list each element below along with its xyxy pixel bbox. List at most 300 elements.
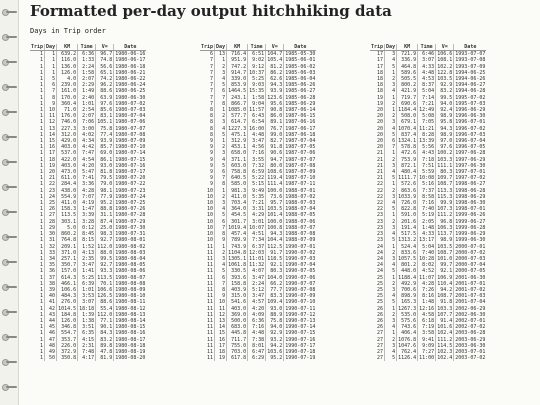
table-cell: 1:48 <box>418 299 436 305</box>
table-cell: 243.1 <box>227 95 248 101</box>
table-cell: 866.7 <box>227 101 248 107</box>
table-cell: 1985-06-26 <box>285 82 316 89</box>
table-cell: 9 <box>210 169 214 176</box>
table-cell: 20 <box>377 107 384 114</box>
table-cell: 1 <box>215 57 227 63</box>
trip-table <box>30 44 146 361</box>
table-cell: 109.4 <box>267 299 283 306</box>
table-cell: 1 <box>40 268 44 275</box>
table-cell: 103.5 <box>437 76 453 83</box>
trip-table <box>370 44 486 361</box>
table-cell: 20 <box>45 169 57 175</box>
table-cell: 473.0 <box>57 169 78 175</box>
table-cell: 10 <box>207 231 214 238</box>
table-cell: 3 <box>385 194 397 200</box>
table-cell: 4 <box>385 57 397 63</box>
table-cell: 5:22 <box>248 175 266 181</box>
table-cell: 79.0 <box>96 181 114 187</box>
table-cell: 364.0 <box>227 206 248 212</box>
table-cell: 1 <box>40 317 44 324</box>
table-cell: 46 <box>45 330 57 336</box>
table-cell: 1 <box>385 212 397 218</box>
table-cell: 3 <box>385 256 397 262</box>
table-cell: 1 <box>385 95 397 101</box>
table-cell: 492.9 <box>397 281 418 287</box>
table-cell: 700.6 <box>397 287 418 293</box>
table-cell: 23 <box>377 224 384 231</box>
table-cell: 18 <box>377 76 384 83</box>
table-cell: 118.5 <box>267 255 283 262</box>
table-cell: 1980-07-26 <box>115 206 146 213</box>
table-cell: 4 <box>385 262 397 268</box>
table-cell: 315.0 <box>227 293 248 299</box>
table-cell: 105.1 <box>97 119 113 126</box>
table-cell: 6:36 <box>78 51 96 58</box>
table-cell: 1990-07-19 <box>285 355 316 362</box>
table-cell: 1 <box>40 342 44 349</box>
table-cell: 2 <box>215 250 227 256</box>
table-cell: 10 <box>207 193 214 200</box>
table-cell: 20 <box>377 144 384 151</box>
table-cell: 360.4 <box>57 101 78 107</box>
table-cell: 108.6 <box>267 169 283 176</box>
table-cell: 25 <box>377 293 384 300</box>
table-cell: 31 <box>45 237 57 243</box>
table-cell: 107.7 <box>437 311 453 318</box>
table-cell: 75.8 <box>266 318 284 324</box>
table-cell: 109.7 <box>437 175 453 182</box>
table-cell: 764.8 <box>57 237 78 243</box>
table-cell: 4:20 <box>78 163 96 169</box>
table-cell: 7 <box>45 88 57 94</box>
table-cell: 5:47 <box>78 169 96 175</box>
table-cell: 239.0 <box>57 82 78 88</box>
table-cell: 1999-06-26 <box>455 212 486 219</box>
table-cell: 4 <box>385 200 397 206</box>
table-cell: 789.9 <box>227 237 248 243</box>
binder-ring-icon <box>2 358 17 366</box>
table-cell: 1980-08-04 <box>115 255 146 262</box>
table-cell: 2000-07-05 <box>455 268 486 275</box>
table-cell: 227.3 <box>57 126 78 132</box>
table-cell: 22 <box>377 193 384 200</box>
table-cell: 2 <box>385 76 397 82</box>
table-cell: 2:29 <box>78 82 96 88</box>
table-cell: 21 <box>377 156 384 163</box>
table-cell: 1 <box>40 286 44 293</box>
table-cell: 5:12 <box>248 287 266 293</box>
document-page <box>30 0 540 405</box>
table-cell: 3 <box>215 119 227 125</box>
table-cell: 1 <box>215 244 227 250</box>
table-cell: 585.0 <box>227 181 248 187</box>
table-cell: 303.1 <box>57 219 78 225</box>
table-cell: 554.9 <box>57 194 78 200</box>
table-cell: 95.7 <box>266 200 284 206</box>
table-cell: 26 <box>45 206 57 212</box>
table-cell: 8:58 <box>418 194 436 200</box>
table-cell: 102.4 <box>437 330 453 337</box>
table-cell: 1313.2 <box>398 237 417 244</box>
table-cell: 4 <box>385 126 397 132</box>
table-cell: 1188.4 <box>398 274 417 281</box>
table-cell: 658.0 <box>227 150 248 156</box>
table-cell: 1998-06-27 <box>455 181 486 188</box>
table-cell: 47 <box>45 337 57 343</box>
table-cell: 2 <box>385 337 397 343</box>
table-cell: 27 <box>377 336 384 343</box>
table-cell: 1998-06-29 <box>455 193 486 200</box>
table-cell: 1104.8 <box>228 249 247 256</box>
table-cell: 1:58 <box>78 70 96 76</box>
table-cell: 1 <box>40 218 44 225</box>
table-cell: 13:17 <box>419 237 435 244</box>
table-cell: 1996-07-04 <box>455 138 486 145</box>
table-cell: 90.6 <box>266 150 284 156</box>
table-cell: 3 <box>385 51 397 58</box>
table-cell: 56.6 <box>96 64 114 70</box>
table-cell: 2002-06-30 <box>455 311 486 318</box>
table-cell: 1 <box>40 280 44 287</box>
table-cell: 1987-07-11 <box>285 181 316 188</box>
table-cell: 7 <box>385 144 397 150</box>
table-cell: 12 <box>215 312 227 318</box>
table-cell: 11:01 <box>249 255 265 262</box>
table-cell: 1 <box>40 324 44 331</box>
table-cell: 7:06 <box>78 119 96 125</box>
table-cell: 1980-07-30 <box>115 224 146 231</box>
table-cell: 639.2 <box>57 51 78 58</box>
table-cell: 24 <box>377 262 384 269</box>
table-cell: 5 <box>215 268 227 274</box>
table-cell: 9:12 <box>248 64 266 70</box>
table-cell: 1980-06-22 <box>115 76 146 83</box>
table-cell: 136.0 <box>57 64 78 70</box>
table-cell: 17 <box>215 343 227 349</box>
table-cell: 8:15 <box>78 237 96 243</box>
table-cell: 7:16 <box>418 200 436 206</box>
table-cell: 1:47 <box>78 206 96 212</box>
table-cell: 1988-07-05 <box>285 212 316 219</box>
table-cell: 1 <box>385 181 397 187</box>
table-cell: 1987-06-15 <box>285 113 316 120</box>
table-cell: 108.7 <box>437 181 453 188</box>
table-cell: 1990-07-07 <box>285 280 316 287</box>
table-cell: 6 <box>210 51 214 58</box>
table-cell: 800.2 <box>397 82 418 88</box>
table-cell: 464.8 <box>397 64 418 70</box>
table-cell: 1990-07-18 <box>285 348 316 355</box>
table-cell: 475.1 <box>227 132 248 138</box>
table-cell: 40 <box>45 293 57 299</box>
binder-ring-icon <box>2 383 17 391</box>
table-cell: 8 <box>210 131 214 138</box>
table-cell: 1997-06-30 <box>455 162 486 169</box>
table-cell: 6:18 <box>418 318 436 324</box>
table-cell: 94.7 <box>266 157 284 163</box>
table-cell: 11 <box>207 355 214 362</box>
table-cell: 2001-07-02 <box>455 286 486 293</box>
table-cell: 29 <box>45 225 57 231</box>
table-cell: 79.5 <box>96 175 114 181</box>
table-cell: 1980-08-13 <box>115 311 146 318</box>
table-cell: 95.2 <box>96 200 114 206</box>
table-cell: 113.7 <box>437 231 453 238</box>
table-cell: 11 <box>207 317 214 324</box>
table-cell: 22 <box>377 181 384 188</box>
table-cell: 111.4 <box>267 181 283 188</box>
table-cell: 24 <box>377 243 384 250</box>
table-cell: 81.9 <box>96 355 114 361</box>
table-cell: 7 <box>215 95 227 101</box>
table-cell: 21 <box>377 162 384 169</box>
table-cell: 74.8 <box>96 57 114 63</box>
table-cell: 9:02 <box>248 57 266 63</box>
table-cell: 27 <box>377 342 384 349</box>
table-cell: 6:46 <box>418 51 436 58</box>
table-cell: 1:49 <box>78 88 96 94</box>
table-cell: 1057.5 <box>398 255 417 262</box>
table-cell: 1980-08-01 <box>115 237 146 244</box>
table-cell: 2 <box>385 281 397 287</box>
table-cell: 1 <box>40 193 44 200</box>
table-cell: 438.0 <box>57 188 78 194</box>
table-cell: 9:49 <box>248 188 266 194</box>
table-cell: 14 <box>45 132 57 138</box>
column-header: Time <box>418 44 436 51</box>
table-cell: 8:37 <box>418 82 436 88</box>
table-cell: 18 <box>215 349 227 355</box>
table-cell: 2003-06-28 <box>455 330 486 337</box>
table-cell: 7:51 <box>418 163 436 169</box>
table-cell: 86.1 <box>96 157 114 163</box>
table-cell: 4:19 <box>78 200 96 206</box>
binder-ring-icon <box>2 308 17 316</box>
table-cell: 1987-07-10 <box>285 175 316 182</box>
table-cell: 41 <box>45 299 57 305</box>
table-cell: 26 <box>377 324 384 331</box>
table-cell: 3:55 <box>248 157 266 163</box>
table-cell: 1 <box>40 51 44 58</box>
table-cell: 614.3 <box>57 275 78 281</box>
table-cell: 1998-06-28 <box>455 187 486 194</box>
table-cell: 1 <box>40 131 44 138</box>
table-cell: 1990-07-17 <box>285 342 316 349</box>
table-cell: 1980-08-14 <box>115 317 146 324</box>
table-cell: 6:43 <box>248 113 266 119</box>
table-cell: 10 <box>207 237 214 244</box>
table-cell: 1987-06-18 <box>285 131 316 138</box>
table-cell: 9 <box>210 156 214 163</box>
table-cell: 96.8 <box>436 219 454 225</box>
table-cell: 3:53 <box>78 293 96 299</box>
column-header: Time <box>248 44 266 51</box>
table-cell: 1:48 <box>418 225 436 231</box>
table-cell: 4 <box>385 349 397 355</box>
table-cell: 1 <box>40 311 44 318</box>
table-cell: 88.6 <box>96 88 114 94</box>
table-cell: 8:16 <box>418 293 436 299</box>
table-cell: 9:41 <box>418 337 436 343</box>
table-cell: 5:04 <box>418 244 436 250</box>
table-cell: 94.0 <box>266 324 284 330</box>
table-cell: 1111.7 <box>398 175 417 182</box>
table-cell: 10 <box>207 187 214 194</box>
table-cell: 589.6 <box>397 70 418 76</box>
table-cell: 454.5 <box>227 212 248 218</box>
table-cell: 10:28 <box>419 255 435 262</box>
table-cell: 75.8 <box>96 126 114 132</box>
table-cell: 403.0 <box>227 306 248 312</box>
table-cell: 353.7 <box>57 337 78 343</box>
table-cell: 112.0 <box>97 243 113 250</box>
table-cell: 1 <box>40 249 44 256</box>
binder-ring-icon <box>2 108 17 116</box>
spiral-binding <box>0 0 19 405</box>
table-cell: 112.5 <box>267 243 283 250</box>
table-cell: 106.9 <box>437 274 453 281</box>
table-cell: 11:32 <box>249 262 265 269</box>
table-cell: 93.9 <box>266 88 284 94</box>
table-cell: 1980-06-24 <box>115 82 146 89</box>
column-header: Day <box>386 44 396 50</box>
table-cell: 7:37 <box>418 188 436 194</box>
table-cell: 2 <box>385 250 397 256</box>
table-cell: 2:07 <box>78 76 96 82</box>
table-cell: 23 <box>377 212 384 219</box>
table-cell: 101.6 <box>437 324 453 331</box>
table-cell: 9 <box>210 175 214 182</box>
table-cell: 4:42 <box>78 144 96 150</box>
table-row <box>200 355 316 361</box>
table-cell: 2000-07-04 <box>455 262 486 269</box>
table-cell: 99.5 <box>436 95 454 101</box>
table-cell: 83.1 <box>96 113 114 119</box>
table-cell: 1980-06-21 <box>115 69 146 76</box>
table-cell: 330.5 <box>227 268 248 274</box>
table-cell: 1994-06-26 <box>455 76 486 83</box>
table-cell: 8 <box>215 101 227 107</box>
table-cell: 20 <box>377 131 384 138</box>
table-cell: 123.6 <box>267 94 283 101</box>
table-cell: 2000-07-02 <box>455 249 486 256</box>
table-cell: 77.9 <box>96 194 114 200</box>
table-cell: 1980-08-10 <box>115 293 146 300</box>
table-cell: 3:28 <box>78 219 96 225</box>
table-cell: 1 <box>40 206 44 213</box>
table-cell: 98.1 <box>96 188 114 194</box>
table-cell: 80.3 <box>266 268 284 274</box>
table-cell: 1464.5 <box>228 88 247 95</box>
table-cell: 1 <box>40 156 44 163</box>
table-cell: 4 <box>385 169 397 175</box>
table-cell: 66.2 <box>266 281 284 287</box>
table-cell: 5 <box>385 132 397 138</box>
table-cell: 1980-08-11 <box>115 299 146 306</box>
table-cell: 951.9 <box>227 57 248 63</box>
table-cell: 18 <box>377 88 384 95</box>
table-cell: 575.6 <box>397 318 418 324</box>
table-cell: 71.0 <box>57 107 78 113</box>
table-cell: 1 <box>40 330 44 337</box>
table-cell: 77.1 <box>96 318 114 324</box>
table-cell: 1980-06-17 <box>115 57 146 64</box>
table-cell: 1 <box>40 100 44 107</box>
table-cell: 4:28 <box>78 188 96 194</box>
table-cell: 101.0 <box>437 255 453 262</box>
table-cell: 92.9 <box>266 330 284 336</box>
table-cell: 49 <box>45 349 57 355</box>
table-cell: 5:19 <box>418 212 436 218</box>
table-cell: 8:01 <box>248 343 266 349</box>
table-cell: 3:51 <box>78 324 96 330</box>
table-cell: 11 <box>207 330 214 337</box>
table-cell: 721.9 <box>397 51 418 58</box>
table-cell: 7:32 <box>248 163 266 169</box>
table-cell: 1 <box>40 212 44 219</box>
table-cell: 93.2 <box>266 337 284 343</box>
table-cell: 2002-07-02 <box>455 324 486 331</box>
table-cell: 1:39 <box>78 312 96 318</box>
table-cell: 1980-08-17 <box>115 336 146 343</box>
table-cell: 1324.1 <box>398 138 417 145</box>
table-cell: 1033.9 <box>398 193 417 200</box>
table-cell: 1 <box>40 138 44 145</box>
table-cell: 3:31 <box>248 206 266 212</box>
table-cell: 5:04 <box>418 88 436 94</box>
table-cell: 9 <box>215 293 227 299</box>
table-cell: 5 <box>385 175 397 181</box>
table-cell: 1985-06-01 <box>285 57 316 64</box>
table-cell: 1 <box>40 187 44 194</box>
table-cell: 1 <box>385 244 397 250</box>
table-cell: 711.7 <box>227 337 248 343</box>
table-cell: 3 <box>215 150 227 156</box>
table-cell: 4:15 <box>78 337 96 343</box>
column-header: KM <box>227 44 248 51</box>
table-cell: 346.8 <box>57 324 78 330</box>
table-cell: 1990-07-10 <box>285 299 316 306</box>
table-cell: 1999-06-30 <box>455 237 486 244</box>
table-cell: 350.8 <box>57 355 78 361</box>
table-cell: 102.3 <box>437 348 453 355</box>
table-cell: 114.5 <box>437 342 453 349</box>
table-cell: 762.4 <box>397 349 418 355</box>
table-cell: 13 <box>215 318 227 324</box>
table-cell: 505.5 <box>397 76 418 82</box>
table-cell: 1 <box>215 138 227 144</box>
table-cell: 92.1 <box>266 262 284 268</box>
table-cell: 3 <box>215 256 227 262</box>
table-cell: 421.9 <box>397 88 418 94</box>
table-cell: 9:03 <box>248 82 266 88</box>
table-cell: 1 <box>385 107 397 113</box>
table-cell: 90.1 <box>96 324 114 330</box>
table-cell: 4:09 <box>248 312 266 318</box>
table-cell: 422.0 <box>57 157 78 163</box>
table-cell: 1 <box>40 243 44 250</box>
table-cell: 4:33 <box>418 231 436 237</box>
table-cell: 617.8 <box>227 355 248 361</box>
table-cell: 157.0 <box>57 268 78 274</box>
binder-ring-icon <box>2 333 17 341</box>
column-header: Day <box>46 44 56 50</box>
table-cell: 83.2 <box>96 337 114 343</box>
table-cell: 91.8 <box>266 144 284 150</box>
table-cell: 1990-07-02 <box>285 249 316 256</box>
table-cell: 403.0 <box>57 144 78 150</box>
table-cell: 1995-07-03 <box>455 100 486 107</box>
